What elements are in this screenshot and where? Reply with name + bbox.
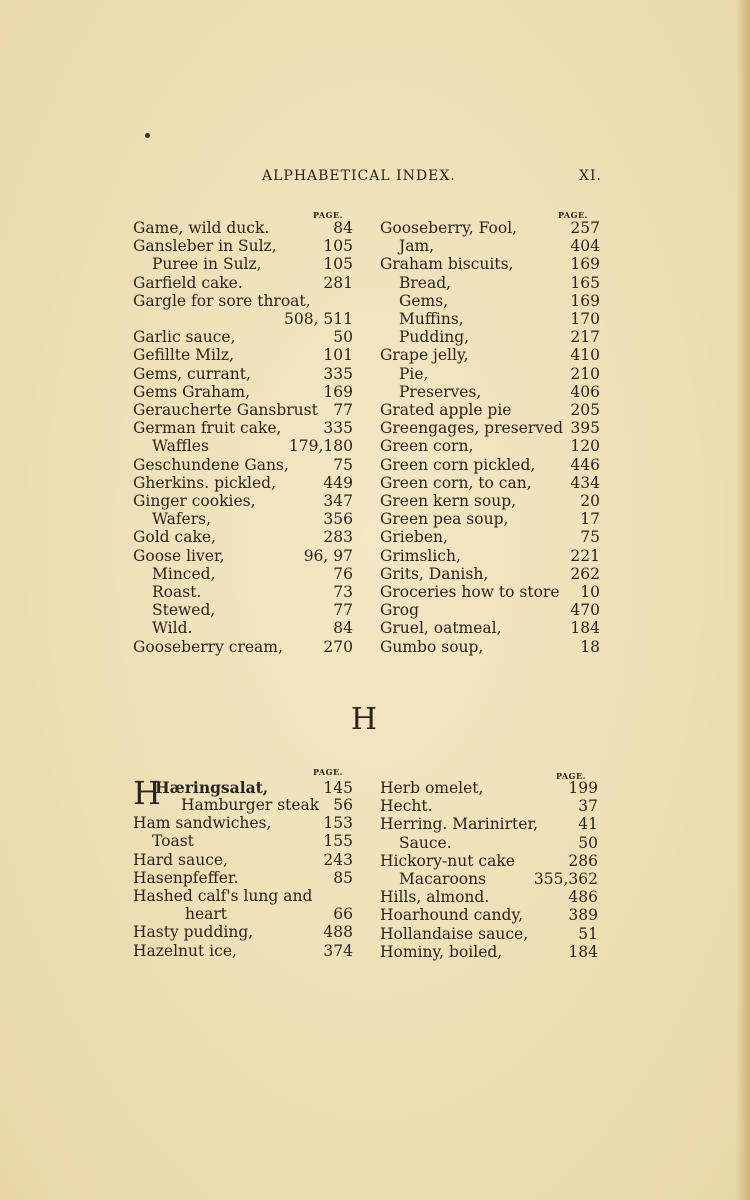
entry-page: 169 (570, 255, 600, 274)
entry-text: Pie, (399, 364, 429, 383)
entry-text: Muffins, (399, 310, 464, 328)
entry-text: Greengages, preserved (380, 419, 564, 438)
entry-page: 10 (580, 583, 600, 601)
entry-text: Wafers, (152, 510, 212, 529)
index-entry (133, 219, 353, 237)
index-entry (133, 401, 353, 419)
entry-page: 165 (570, 273, 600, 292)
index-entry (133, 237, 353, 255)
entry-page: 153 (323, 814, 353, 833)
entry-text: Gems Graham, (133, 382, 251, 401)
section-letter-heading: H (350, 702, 378, 737)
entry-text: Macaroons (399, 870, 487, 888)
entry-text: Waffles (152, 437, 209, 456)
index-entry (380, 274, 600, 292)
entry-page: 18 (580, 637, 600, 656)
entry-page: 205 (570, 401, 600, 419)
column-page-label: PAGE. (556, 771, 586, 781)
entry-text: Wild. (152, 619, 193, 638)
entry-page: 75 (580, 528, 600, 547)
entry-page: 73 (333, 583, 353, 601)
index-entry (380, 619, 600, 637)
entry-page: 101 (323, 346, 353, 365)
index-entry (133, 456, 353, 474)
entry-page: 84 (333, 619, 353, 638)
entry-text: Gems, (399, 291, 449, 310)
entry-text: Geraucherte Gansbrust (133, 401, 318, 419)
entry-page: 50 (333, 328, 353, 347)
entry-page: 395 (570, 419, 600, 438)
index-entry (133, 638, 353, 656)
entry-text: Gansleber in Sulz, (133, 237, 277, 256)
index-entry (133, 437, 353, 455)
entry-page: 243 (323, 850, 353, 869)
entry-text: Gumbo soup, (380, 637, 484, 656)
entry-text: Hamburger steak (181, 796, 320, 814)
entry-text: Game, wild duck. (133, 219, 270, 237)
index-entry (133, 346, 353, 364)
entry-page: 184 (568, 942, 598, 961)
index-entry (380, 601, 600, 619)
index-entry (133, 474, 353, 492)
index-entry (380, 346, 600, 364)
entry-page: 270 (323, 637, 353, 656)
entry-text: Hasenpfeffer. (133, 868, 239, 887)
entry-page: 17 (580, 510, 600, 529)
entry-page: 283 (323, 528, 353, 547)
index-entry (133, 419, 353, 437)
entry-text: Hickory-nut cake (380, 851, 515, 870)
index-entry (133, 510, 353, 528)
entry-page: 281 (323, 273, 353, 292)
column-page-label: PAGE. (313, 210, 343, 220)
entry-page: 77 (333, 601, 353, 620)
entry-text: Green corn pickled, (380, 455, 536, 474)
index-entry (380, 583, 600, 601)
entry-text: Jam, (399, 237, 435, 256)
index-entry (380, 834, 598, 852)
entry-text: Sauce. (399, 833, 452, 852)
index-entry (380, 528, 600, 546)
entry-text: Hills, almond. (380, 888, 490, 907)
index-entry (133, 365, 353, 383)
index-entry (133, 310, 353, 328)
entry-text: Graham biscuits, (380, 255, 514, 274)
entry-text: Green corn, (380, 437, 474, 456)
index-entry (380, 852, 598, 870)
index-entry (133, 814, 353, 832)
running-header (262, 168, 602, 188)
entry-page: 179,180 (288, 437, 353, 456)
entry-text: Grated apple pie (380, 401, 512, 419)
entry-page: 77 (333, 401, 353, 419)
index-entry (380, 638, 600, 656)
entry-text: Grimslich, (380, 546, 461, 565)
entry-page: 446 (570, 455, 600, 474)
index-entry (380, 419, 600, 437)
entry-page: 434 (570, 473, 600, 492)
entry-page: 335 (323, 419, 353, 438)
index-entry (380, 255, 600, 273)
entry-page: 470 (570, 601, 600, 620)
entry-text: Ginger cookies, (133, 492, 256, 510)
ink-speck (145, 133, 150, 138)
index-entry (380, 779, 598, 797)
index-entry (380, 292, 600, 310)
index-entry (380, 456, 600, 474)
entry-text: Ham sandwiches, (133, 814, 272, 833)
entry-text: Green corn, to can, (380, 473, 532, 492)
entry-text: Herb omelet, (380, 779, 484, 797)
entry-page: 170 (570, 310, 600, 328)
entry-text: Grog (380, 601, 420, 620)
entry-text: Green kern soup, (380, 492, 517, 510)
index-entry (380, 510, 600, 528)
entry-text: Stewed, (152, 601, 216, 620)
entry-page: 355,362 (533, 870, 598, 888)
entry-page: 50 (578, 833, 598, 852)
index-entry (380, 328, 600, 346)
entry-page: 210 (570, 364, 600, 383)
entry-page: 406 (570, 382, 600, 401)
entry-page: 85 (333, 868, 353, 887)
entry-page: 96, 97 (303, 546, 353, 565)
entry-text: Bread, (399, 273, 452, 292)
index-entry (133, 887, 353, 905)
entry-page: 184 (570, 619, 600, 638)
entry-page: 374 (323, 941, 353, 960)
entry-text: Toast (152, 832, 194, 851)
column-page-label: PAGE. (558, 210, 588, 220)
entry-text: Gruel, oatmeal, (380, 619, 502, 638)
entry-text: Hashed calf's lung and (133, 887, 313, 905)
index-entry (133, 905, 353, 923)
entry-text: Roast. (152, 583, 202, 601)
entry-text: Geschundene Gans, (133, 455, 289, 474)
entry-text: Grape jelly, (380, 346, 469, 365)
entry-page: 56 (333, 796, 353, 814)
entry-text: Hoarhound candy, (380, 906, 524, 925)
index-entry (380, 492, 600, 510)
entry-page: 508, 511 (283, 310, 353, 328)
entry-page: 257 (570, 219, 600, 237)
index-entry (133, 547, 353, 565)
index-entry (133, 869, 353, 887)
entry-page: 37 (578, 797, 598, 816)
entry-text: Herring. Marinirter, (380, 815, 539, 834)
index-entry (133, 328, 353, 346)
entry-text: Gargle for sore throat, (133, 291, 311, 310)
header-title: ALPHABETICAL INDEX. (262, 168, 456, 184)
index-entry (380, 383, 600, 401)
index-entry (380, 365, 600, 383)
entry-page: 449 (323, 473, 353, 492)
entry-page: 66 (333, 905, 353, 924)
index-entry (380, 401, 600, 419)
index-entry (133, 619, 353, 637)
entry-page: 199 (568, 779, 598, 797)
index-entry (380, 925, 598, 943)
index-entry (133, 942, 353, 960)
entry-text: Minced, (152, 564, 216, 583)
index-entry (133, 796, 353, 814)
entry-text: Hasty pudding, (133, 923, 254, 942)
entry-text: Gold cake, (133, 528, 216, 547)
entry-text: Gefillte Milz, (133, 346, 235, 365)
index-entry (133, 492, 353, 510)
entry-page: 335 (323, 364, 353, 383)
entry-text: Hæringsalat, (155, 778, 269, 797)
index-entry (133, 923, 353, 941)
entry-text: Hollandaise sauce, (380, 924, 529, 943)
index-entry (380, 547, 600, 565)
index-entry (133, 528, 353, 546)
entry-text: Green pea soup, (380, 510, 509, 529)
entry-page: 404 (570, 237, 600, 256)
entry-page: 145 (323, 779, 353, 797)
index-entry (380, 906, 598, 924)
entry-page: 389 (568, 906, 598, 925)
entry-page: 217 (570, 328, 600, 347)
entry-text: Garlic sauce, (133, 328, 236, 347)
entry-text: German fruit cake, (133, 419, 282, 438)
entry-page: 84 (333, 219, 353, 237)
index-entry (380, 565, 600, 583)
entry-page: 286 (568, 851, 598, 870)
index-entry (133, 383, 353, 401)
entry-text: Groceries how to store (380, 583, 560, 601)
index-entry (380, 219, 600, 237)
entry-page: 20 (580, 492, 600, 510)
entry-page: 120 (570, 437, 600, 456)
entry-page: 169 (323, 382, 353, 401)
index-entry (133, 292, 353, 310)
index-entry (133, 601, 353, 619)
entry-page: 76 (333, 564, 353, 583)
index-entry (380, 797, 598, 815)
entry-text: Hominy, boiled, (380, 942, 503, 961)
index-entry (133, 779, 353, 797)
index-entry (133, 832, 353, 850)
index-entry (133, 851, 353, 869)
entry-text: Hard sauce, (133, 850, 228, 869)
entry-page: 262 (570, 564, 600, 583)
index-entry (133, 565, 353, 583)
entry-text: Pudding, (399, 328, 470, 347)
entry-text: Puree in Sulz, (152, 255, 262, 274)
entry-text: Hecht. (380, 797, 433, 816)
index-entry (133, 583, 353, 601)
entry-page: 486 (568, 888, 598, 907)
entry-text: Goose liver, (133, 546, 225, 565)
index-entry (380, 437, 600, 455)
drop-cap-letter: H (133, 774, 161, 812)
entry-text: Gooseberry, Fool, (380, 219, 518, 237)
entry-text: Grits, Danish, (380, 564, 489, 583)
entry-page: 347 (323, 492, 353, 510)
column-page-label: PAGE. (313, 767, 343, 777)
index-entry (380, 815, 598, 833)
entry-text: Gherkins. pickled, (133, 473, 277, 492)
page-edge (736, 0, 750, 1200)
entry-text: Garfield cake. (133, 273, 243, 292)
entry-page: 410 (570, 346, 600, 365)
entry-text: heart (185, 905, 228, 924)
entry-text: Gooseberry cream, (133, 637, 283, 656)
entry-page: 356 (323, 510, 353, 529)
header-page-number: XI. (579, 168, 602, 184)
entry-page: 221 (570, 546, 600, 565)
entry-page: 41 (578, 815, 598, 834)
entry-text: Gems, currant, (133, 364, 251, 383)
entry-page: 75 (333, 455, 353, 474)
entry-page: 51 (578, 924, 598, 943)
entry-text: Grieben, (380, 528, 448, 547)
entry-page: 105 (323, 237, 353, 256)
index-entry (133, 255, 353, 273)
index-entry (380, 237, 600, 255)
entry-text: Preserves, (399, 382, 482, 401)
index-entry (380, 943, 598, 961)
index-entry (380, 888, 598, 906)
entry-text: Hazelnut ice, (133, 941, 237, 960)
index-entry (380, 474, 600, 492)
index-entry (380, 310, 600, 328)
entry-page: 488 (323, 923, 353, 942)
index-entry (133, 274, 353, 292)
entry-page: 169 (570, 291, 600, 310)
entry-page: 105 (323, 255, 353, 274)
entry-page: 155 (323, 832, 353, 851)
index-entry (380, 870, 598, 888)
